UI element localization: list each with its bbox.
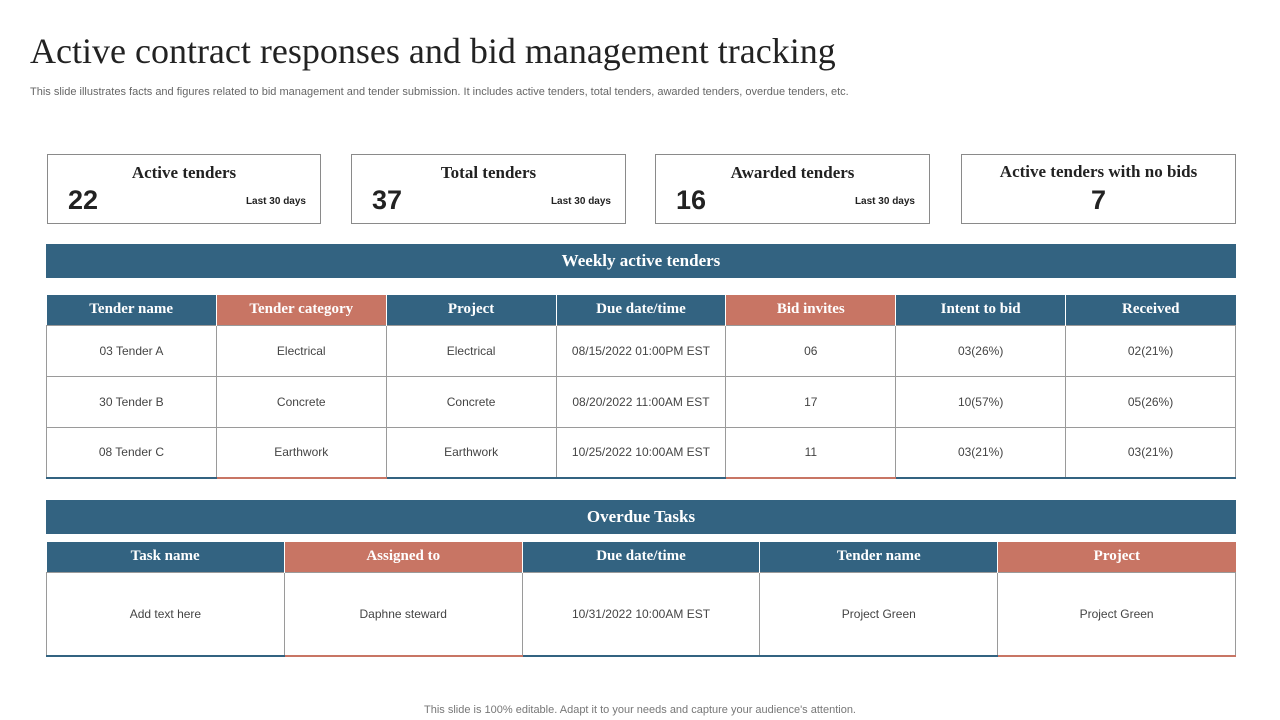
table-row: [47, 572, 1236, 656]
kpi-value: 7: [1090, 185, 1107, 215]
kpi-value: 22: [68, 185, 99, 215]
table-cell: 05(26%): [1066, 376, 1236, 427]
table-header-row: [47, 542, 1236, 572]
column-header: Intent to bid: [896, 295, 1066, 325]
table-cell: 02(21%): [1066, 325, 1236, 376]
table-row: [47, 325, 1236, 376]
kpi-value: 37: [372, 185, 403, 215]
column-header: Project: [386, 295, 556, 325]
weekly-tenders-table: [46, 295, 1236, 479]
kpi-label: Active tenders with no bids: [999, 162, 1198, 181]
column-header: Due date/time: [522, 542, 760, 572]
kpi-card-active-tenders: [47, 154, 321, 224]
column-header: Tender name: [760, 542, 998, 572]
weekly-tenders-header: Weekly active tenders: [46, 244, 1236, 278]
page-subtitle: This slide illustrates facts and figures related to bid management and tender submission. It includes active tenders, total tenders, awarded tenders, overdue tenders, etc.: [30, 86, 849, 98]
table-cell: 30 Tender B: [47, 376, 217, 427]
column-header: Tender category: [216, 295, 386, 325]
table-cell: 10/25/2022 10:00AM EST: [556, 427, 726, 478]
table-cell: Project Green: [760, 572, 998, 656]
table-cell: Earthwork: [386, 427, 556, 478]
table-cell: 08/15/2022 01:00PM EST: [556, 325, 726, 376]
kpi-card-total-tenders: [351, 154, 626, 224]
table-cell: Electrical: [216, 325, 386, 376]
table-cell: 03(26%): [896, 325, 1066, 376]
table-cell: Add text here: [47, 572, 285, 656]
table-header-row: [47, 295, 1236, 325]
table-cell: 08 Tender C: [47, 427, 217, 478]
table-cell: 08/20/2022 11:00AM EST: [556, 376, 726, 427]
kpi-label: Active tenders: [131, 163, 237, 182]
column-header: Bid invites: [726, 295, 896, 325]
table-cell: Project Green: [998, 572, 1236, 656]
table-cell: 17: [726, 376, 896, 427]
table-cell: 06: [726, 325, 896, 376]
kpi-note: Last 30 days: [854, 196, 915, 207]
overdue-tasks-header: Overdue Tasks: [46, 500, 1236, 534]
column-header: Due date/time: [556, 295, 726, 325]
column-header: Assigned to: [284, 542, 522, 572]
column-header: Tender name: [47, 295, 217, 325]
kpi-card-awarded-tenders: [655, 154, 930, 224]
table-cell: Concrete: [386, 376, 556, 427]
table-cell: 10(57%): [896, 376, 1066, 427]
column-header: Task name: [47, 542, 285, 572]
table-cell: 10/31/2022 10:00AM EST: [522, 572, 760, 656]
kpi-note: Last 30 days: [550, 196, 611, 207]
table-row: [47, 376, 1236, 427]
kpi-card-no-bids: [961, 154, 1236, 224]
table-cell: Daphne steward: [284, 572, 522, 656]
table-cell: Earthwork: [216, 427, 386, 478]
table-cell: Concrete: [216, 376, 386, 427]
kpi-label: Total tenders: [440, 163, 537, 182]
overdue-tasks-table: [46, 542, 1236, 657]
column-header: Received: [1066, 295, 1236, 325]
footer-note: This slide is 100% editable. Adapt it to your needs and capture your audience's attention.: [424, 704, 856, 716]
kpi-value: 16: [676, 185, 707, 215]
table-cell: 03(21%): [896, 427, 1066, 478]
table-cell: Electrical: [386, 325, 556, 376]
column-header: Project: [998, 542, 1236, 572]
table-cell: 03 Tender A: [47, 325, 217, 376]
kpi-note: Last 30 days: [245, 196, 306, 207]
table-cell: 03(21%): [1066, 427, 1236, 478]
page-title: Active contract responses and bid management tracking: [30, 31, 836, 71]
kpi-label: Awarded tenders: [730, 163, 855, 182]
table-row: [47, 427, 1236, 478]
table-cell: 11: [726, 427, 896, 478]
